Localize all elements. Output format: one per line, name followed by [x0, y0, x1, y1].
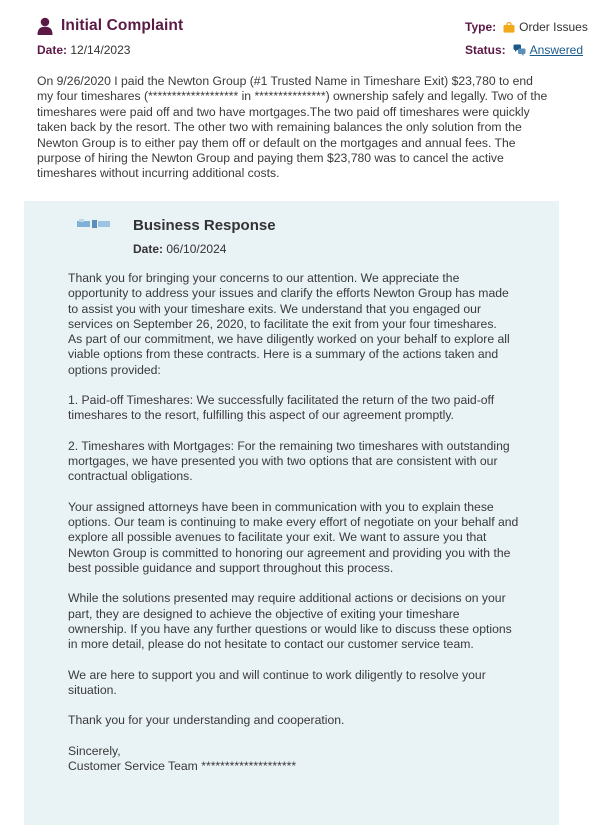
- response-paragraph: As part of our commitment, we have diligently worked on your behalf to explore all viable options from these contracts. Here is a summary of the actions taken and options provided:: [68, 332, 510, 377]
- shopping-bag-icon: [503, 22, 515, 33]
- response-paragraph: 2. Timeshares with Mortgages: For the remaining two timeshares with outstanding mortgages, we have presented you with two options that are consistent with our contractual obligations.: [68, 438, 510, 484]
- response-paragraph: Thank you for bringing your concerns to our attention. We appreciate the opportunity to address your issues and clarify the efforts Newton Group has made to assist you with your timeshare exits. We understand that you engaged our services on September 26, 2020, to facilitate the exit from your four timeshares.: [68, 271, 509, 331]
- response-paragraph: 1. Paid-off Timeshares: We successfully facilitated the return of the two paid-off timeshares to the resort, fulfilling this aspect of our agreement promptly.: [68, 393, 495, 423]
- complaint-date: [37, 43, 183, 57]
- response-paragraph: Your assigned attorneys have been in communication with you to explain these options. Our team is continuing to make every effort of negotiate on your behalf and explore all possible avenues to facilitate your exit. We want to assure you that Newton Group is committed to honoring our agreement and providing you with the best possible guidance and support throughout this process.: [68, 499, 519, 575]
- complaint-type: [465, 19, 588, 35]
- business-logo-icon: [77, 219, 110, 229]
- complaint-title-row: [37, 14, 183, 38]
- complaint-meta: [465, 19, 588, 58]
- complaint-date-label: Date:: [37, 43, 68, 57]
- complaint-body: On 9/26/2020 I paid the Newton Group (#1 Trusted Name in Timeshare Exit) $23,780 to end my four timeshares (******************* in ***************) ownership safely and legally. Two of the timeshares were paid off and two have mortgages.The two paid off timeshares were quickly taken back by the resort. The other two with remaining balances the only solution from the Newton Group is to either pay them off or default on the mortgages and annual fees. The purpose of hiring the Newton Group and paying them $23,780 was to cancel the active timeshares without incurring additional costs.: [37, 74, 548, 181]
- complaint-date-value: 12/14/2023: [70, 43, 131, 57]
- response-paragraph: Thank you for your understanding and cooperation.: [68, 713, 345, 728]
- complaint-title: Initial Complaint: [61, 17, 184, 34]
- response-paragraph: While the solutions presented may require additional actions or decisions on your part, they are designed to achieve the objective of exiting your timeshare ownership. If you have any further questions or would like to discuss these options in more detail, please do not hesitate to contact our customer service team.: [68, 591, 512, 651]
- response-paragraph: We are here to support you and will continue to work diligently to resolve your situation.: [68, 667, 486, 697]
- response-date-value: 06/10/2024: [166, 242, 227, 256]
- type-label: Type:: [465, 20, 497, 34]
- type-value: Order Issues: [519, 20, 588, 34]
- response-signature: Customer Service Team ********************: [68, 759, 297, 773]
- response-body: [68, 271, 520, 774]
- complaint-header: [37, 14, 597, 60]
- answered-chat-icon: [513, 44, 526, 56]
- response-date-label: Date:: [133, 242, 164, 256]
- business-response: [24, 201, 559, 825]
- status-answered-link[interactable]: Answered: [529, 43, 584, 57]
- response-title: Business Response: [133, 217, 276, 234]
- status-label: Status:: [465, 43, 506, 57]
- response-date: [133, 242, 226, 256]
- response-signoff: Sincerely,: [68, 743, 121, 758]
- complaint-heading-group: [37, 14, 183, 57]
- person-icon: [37, 17, 53, 35]
- complaint-status: [465, 42, 588, 58]
